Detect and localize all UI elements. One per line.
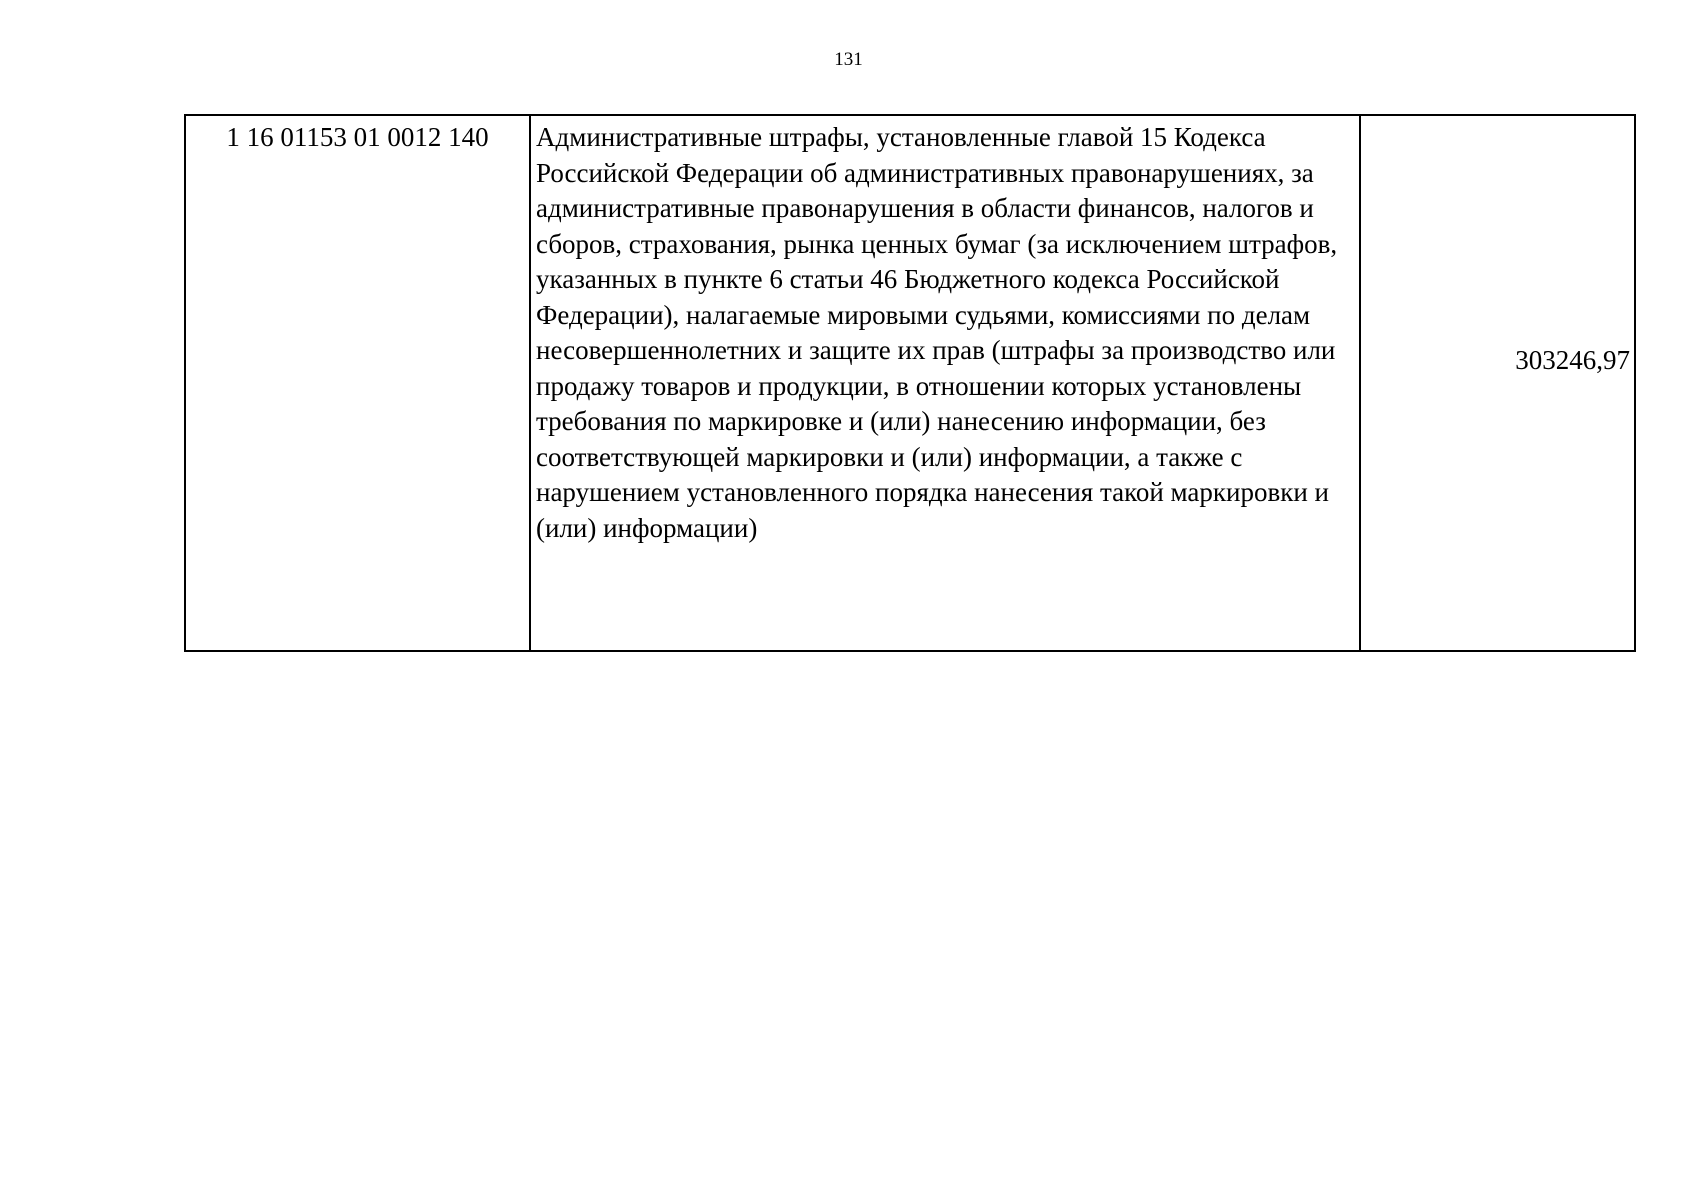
revenue-description: Административные штрафы, установленные главой 15 Кодекса Российской Федерации об административных правонарушениях, за административные правонарушения в области финансов, налогов и сборов, страхования, рынка ценных бумаг (за исключением штрафов, указанных в пункте 6 статьи 46 Бюджетного кодекса Российской Федерации), налагаемые мировыми судьями, комиссиями по делам несовершеннолетних и защите их прав (штрафы за производство или продажу товаров и продукции, в отношении которых установлены требования по маркировке и (или) нанесению информации, без соответствующей маркировки и (или) информации, а также с нарушением установленного порядка нанесения такой маркировки и (или) информации): [530, 115, 1360, 651]
budget-classification-code: 1 16 01153 01 0012 140: [185, 115, 530, 651]
page-number: 131: [834, 49, 863, 70]
table-row: [185, 115, 1635, 651]
budget-table: [184, 114, 1636, 652]
amount-value: 303246,97: [1360, 115, 1635, 651]
